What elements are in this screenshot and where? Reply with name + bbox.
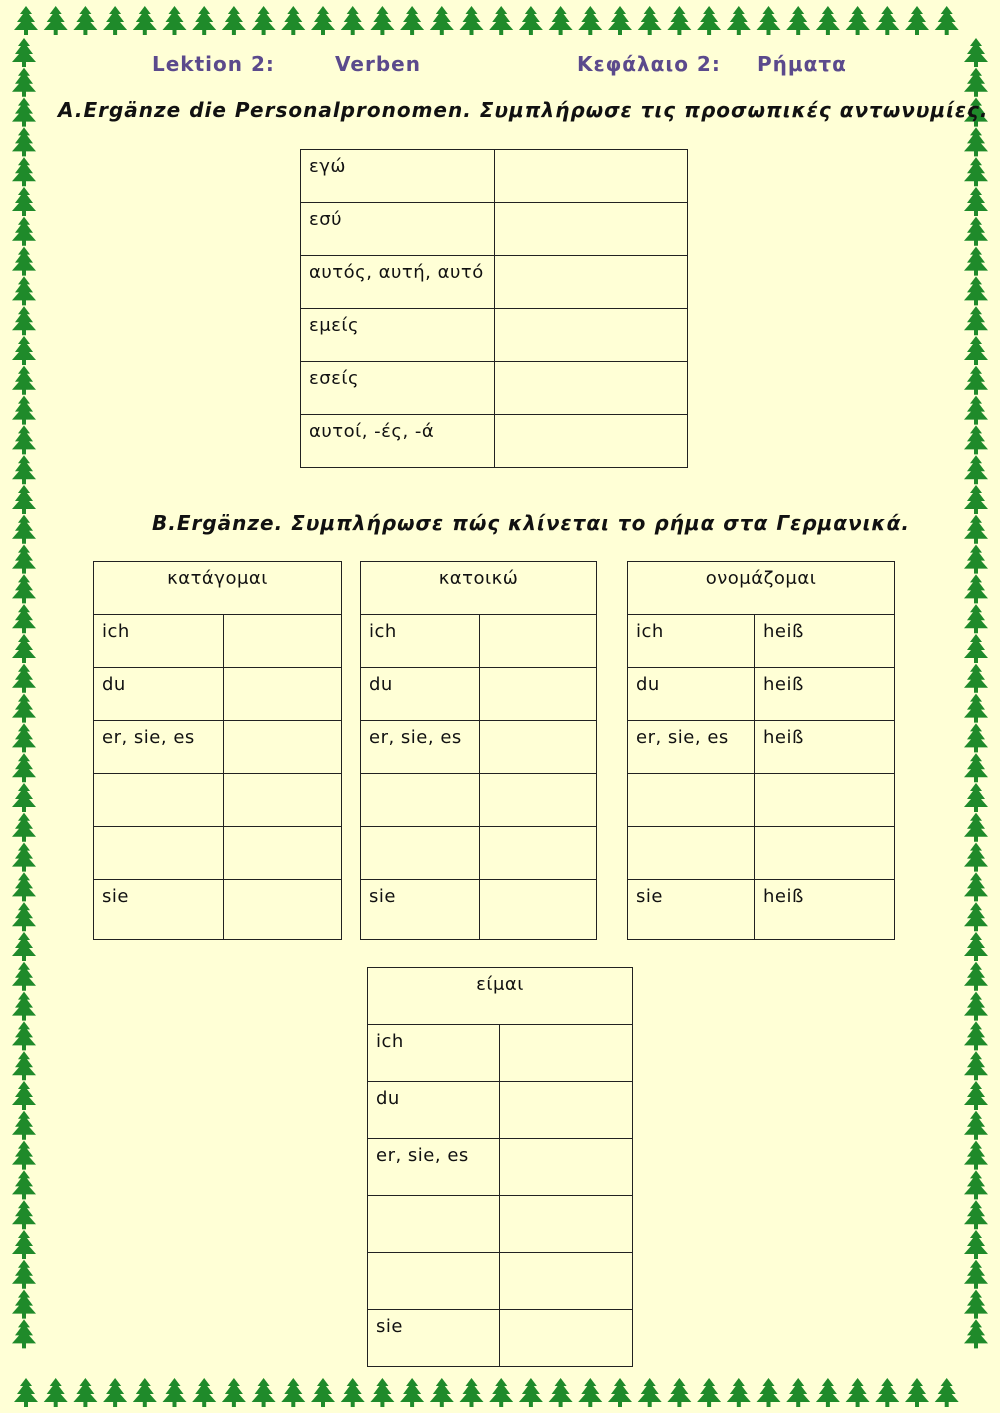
christmas-tree-icon (964, 217, 988, 246)
verb-form-answer-cell[interactable] (224, 668, 342, 721)
christmas-tree-icon (964, 1230, 988, 1259)
christmas-tree-icon (12, 1081, 36, 1110)
christmas-tree-icon (964, 247, 988, 276)
christmas-tree-icon (489, 1378, 513, 1407)
christmas-tree-icon (757, 6, 781, 35)
christmas-tree-icon (252, 1378, 276, 1407)
pronoun-cell[interactable] (94, 827, 224, 880)
christmas-tree-icon (12, 723, 36, 752)
christmas-tree-icon (608, 1378, 632, 1407)
pronoun-cell: du (368, 1082, 500, 1139)
christmas-tree-icon (12, 1319, 36, 1348)
pronoun-cell: sie (361, 880, 480, 940)
pronoun-cell[interactable] (94, 774, 224, 827)
christmas-tree-icon (964, 813, 988, 842)
verb-form-answer-cell[interactable] (224, 880, 342, 940)
christmas-tree-icon (846, 1378, 870, 1407)
conjugation-row (361, 721, 597, 774)
christmas-tree-icon (964, 1111, 988, 1140)
christmas-tree-icon (786, 1378, 810, 1407)
verb-form-answer-cell[interactable]: heiß (755, 615, 895, 668)
christmas-tree-icon (400, 6, 424, 35)
pronoun-cell[interactable] (628, 827, 755, 880)
christmas-tree-icon (905, 1378, 929, 1407)
christmas-tree-icon (964, 1170, 988, 1199)
christmas-tree-icon (12, 992, 36, 1021)
christmas-tree-icon (875, 1378, 899, 1407)
christmas-tree-icon (12, 1021, 36, 1050)
greek-pronoun-cell: αυτός, αυτή, αυτό (301, 256, 495, 309)
christmas-tree-icon (103, 1378, 127, 1407)
pronoun-cell: ich (361, 615, 480, 668)
pronoun-cell: er, sie, es (368, 1139, 500, 1196)
christmas-tree-icon (964, 872, 988, 901)
christmas-tree-icon (964, 545, 988, 574)
christmas-tree-icon (964, 1021, 988, 1050)
verb-form-answer-cell[interactable] (224, 827, 342, 880)
conjugation-row (368, 1025, 633, 1082)
conjugation-row (628, 880, 895, 940)
conjugation-row (94, 827, 342, 880)
german-pronoun-answer-cell[interactable] (495, 150, 688, 203)
verb-heading: κατάγομαι (94, 562, 342, 615)
christmas-tree-icon (964, 1290, 988, 1319)
german-pronoun-answer-cell[interactable] (495, 203, 688, 256)
conjugation-table-onomazomai (627, 561, 895, 940)
christmas-tree-icon (12, 366, 36, 395)
german-pronoun-answer-cell[interactable] (495, 309, 688, 362)
verb-heading: είμαι (368, 968, 633, 1025)
lesson-label: Lektion 2: (152, 52, 275, 76)
pronoun-row (301, 415, 688, 468)
christmas-tree-icon (875, 6, 899, 35)
christmas-tree-icon (12, 455, 36, 484)
pronoun-cell: ich (368, 1025, 500, 1082)
christmas-tree-icon (964, 187, 988, 216)
christmas-tree-icon (311, 6, 335, 35)
christmas-tree-icon (786, 6, 810, 35)
christmas-tree-icon (14, 6, 38, 35)
christmas-tree-icon (430, 1378, 454, 1407)
christmas-tree-icon (964, 515, 988, 544)
verb-form-answer-cell[interactable] (500, 1253, 633, 1310)
christmas-tree-icon (12, 545, 36, 574)
christmas-tree-icon (133, 6, 157, 35)
conjugation-row (361, 615, 597, 668)
christmas-tree-icon (252, 6, 276, 35)
christmas-tree-icon (964, 753, 988, 782)
christmas-tree-icon (12, 306, 36, 335)
pronoun-row (301, 203, 688, 256)
verb-form-answer-cell[interactable]: heiß (755, 668, 895, 721)
christmas-tree-icon (12, 783, 36, 812)
christmas-tree-icon (281, 6, 305, 35)
christmas-tree-icon (964, 694, 988, 723)
conjugation-row (368, 1196, 633, 1253)
german-pronoun-answer-cell[interactable] (495, 415, 688, 468)
verb-form-answer-cell[interactable] (755, 774, 895, 827)
verb-form-answer-cell[interactable] (500, 1139, 633, 1196)
christmas-tree-icon (400, 1378, 424, 1407)
christmas-tree-icon (964, 306, 988, 335)
verb-form-answer-cell[interactable] (500, 1196, 633, 1253)
christmas-tree-icon (964, 1051, 988, 1080)
christmas-tree-icon (12, 753, 36, 782)
pronoun-cell: er, sie, es (361, 721, 480, 774)
christmas-tree-icon (964, 68, 988, 97)
chapter-topic: Ρήματα (757, 52, 847, 76)
pronoun-cell[interactable] (368, 1196, 500, 1253)
christmas-tree-icon (73, 1378, 97, 1407)
pronoun-cell: sie (368, 1310, 500, 1367)
pronoun-cell: er, sie, es (94, 721, 224, 774)
christmas-tree-icon (341, 6, 365, 35)
christmas-tree-icon (44, 1378, 68, 1407)
christmas-tree-icon (12, 396, 36, 425)
christmas-tree-icon (12, 634, 36, 663)
conjugation-row (628, 668, 895, 721)
christmas-tree-icon (103, 6, 127, 35)
christmas-tree-icon (757, 1378, 781, 1407)
pronoun-cell: er, sie, es (628, 721, 755, 774)
christmas-tree-icon (163, 1378, 187, 1407)
christmas-tree-icon (964, 1141, 988, 1170)
christmas-tree-icon (12, 485, 36, 514)
christmas-tree-icon (222, 6, 246, 35)
verb-heading: κατοικώ (361, 562, 597, 615)
christmas-tree-icon (519, 1378, 543, 1407)
pronoun-cell: sie (628, 880, 755, 940)
christmas-tree-icon (964, 1319, 988, 1348)
christmas-tree-icon (667, 1378, 691, 1407)
christmas-tree-icon (163, 6, 187, 35)
conjugation-row (94, 774, 342, 827)
section-a-instruction: A.Ergänze die Personalpronomen. Συμπλήρωσε τις προσωπικές αντωνυμίες. (58, 98, 989, 122)
conjugation-row (368, 1139, 633, 1196)
christmas-tree-icon (12, 694, 36, 723)
christmas-tree-icon (667, 6, 691, 35)
christmas-tree-icon (12, 1141, 36, 1170)
christmas-tree-icon (638, 1378, 662, 1407)
christmas-tree-icon (12, 68, 36, 97)
christmas-tree-icon (964, 396, 988, 425)
christmas-tree-icon (370, 6, 394, 35)
christmas-tree-icon (964, 962, 988, 991)
christmas-tree-icon (281, 1378, 305, 1407)
christmas-tree-icon (697, 6, 721, 35)
greek-pronoun-cell: εμείς (301, 309, 495, 362)
christmas-tree-icon (430, 6, 454, 35)
christmas-tree-icon (964, 604, 988, 633)
pronoun-table (300, 149, 688, 468)
christmas-tree-icon (549, 6, 573, 35)
christmas-tree-icon (697, 1378, 721, 1407)
verb-heading: ονομάζομαι (628, 562, 895, 615)
christmas-tree-icon (192, 6, 216, 35)
christmas-tree-icon (370, 1378, 394, 1407)
christmas-tree-icon (460, 1378, 484, 1407)
christmas-tree-icon (905, 6, 929, 35)
christmas-tree-icon (964, 1260, 988, 1289)
pronoun-cell: du (361, 668, 480, 721)
christmas-tree-icon (964, 783, 988, 812)
verb-form-answer-cell[interactable] (224, 774, 342, 827)
verb-form-answer-cell[interactable] (480, 774, 597, 827)
conjugation-row (94, 615, 342, 668)
christmas-tree-icon (964, 932, 988, 961)
christmas-tree-icon (638, 6, 662, 35)
christmas-tree-icon (12, 1230, 36, 1259)
conjugation-row (361, 880, 597, 940)
conjugation-row (628, 615, 895, 668)
christmas-tree-icon (73, 6, 97, 35)
christmas-tree-icon (964, 843, 988, 872)
christmas-tree-icon (133, 1378, 157, 1407)
conjugation-row (628, 721, 895, 774)
pronoun-cell[interactable] (368, 1253, 500, 1310)
lesson-topic: Verben (335, 52, 421, 76)
christmas-tree-icon (935, 1378, 959, 1407)
christmas-tree-icon (12, 515, 36, 544)
christmas-tree-icon (608, 6, 632, 35)
verb-form-answer-cell[interactable]: heiß (755, 721, 895, 774)
conjugation-row (94, 721, 342, 774)
verb-form-answer-cell[interactable]: heiß (755, 880, 895, 940)
conjugation-row (368, 1253, 633, 1310)
christmas-tree-icon (964, 336, 988, 365)
christmas-tree-icon (12, 872, 36, 901)
verb-form-answer-cell[interactable] (480, 668, 597, 721)
pronoun-cell[interactable] (628, 774, 755, 827)
christmas-tree-icon (846, 6, 870, 35)
christmas-tree-icon (964, 127, 988, 156)
verb-form-answer-cell[interactable] (500, 1025, 633, 1082)
christmas-tree-icon (964, 992, 988, 1021)
christmas-tree-icon (727, 1378, 751, 1407)
greek-pronoun-cell: εγώ (301, 150, 495, 203)
christmas-tree-icon (964, 1081, 988, 1110)
verb-form-answer-cell[interactable] (480, 615, 597, 668)
christmas-tree-icon (12, 247, 36, 276)
conjugation-table-katagomai (93, 561, 342, 940)
christmas-tree-icon (12, 664, 36, 693)
christmas-tree-icon (12, 1170, 36, 1199)
verb-form-answer-cell[interactable] (755, 827, 895, 880)
conjugation-table-katoiko (360, 561, 597, 940)
christmas-tree-icon (12, 1290, 36, 1319)
pronoun-cell: ich (628, 615, 755, 668)
christmas-tree-icon (222, 1378, 246, 1407)
christmas-tree-icon (964, 723, 988, 752)
christmas-tree-icon (964, 276, 988, 305)
christmas-tree-icon (578, 6, 602, 35)
christmas-tree-icon (816, 1378, 840, 1407)
christmas-tree-icon (964, 902, 988, 931)
pronoun-cell: sie (94, 880, 224, 940)
christmas-tree-icon (964, 634, 988, 663)
pronoun-cell: du (628, 668, 755, 721)
christmas-tree-icon (12, 932, 36, 961)
pronoun-cell: du (94, 668, 224, 721)
conjugation-row (628, 827, 895, 880)
conjugation-row (94, 668, 342, 721)
conjugation-row (361, 668, 597, 721)
christmas-tree-icon (12, 157, 36, 186)
greek-pronoun-cell: εσείς (301, 362, 495, 415)
christmas-tree-icon (964, 366, 988, 395)
christmas-tree-icon (549, 1378, 573, 1407)
christmas-tree-icon (44, 6, 68, 35)
christmas-tree-icon (489, 6, 513, 35)
greek-pronoun-cell: αυτοί, -ές, -ά (301, 415, 495, 468)
christmas-tree-icon (12, 962, 36, 991)
pronoun-row (301, 362, 688, 415)
christmas-tree-icon (964, 455, 988, 484)
conjugation-row (368, 1082, 633, 1139)
verb-form-answer-cell[interactable] (500, 1082, 633, 1139)
german-pronoun-answer-cell[interactable] (495, 256, 688, 309)
conjugation-row (361, 774, 597, 827)
christmas-tree-icon (14, 1378, 38, 1407)
conjugation-row (361, 827, 597, 880)
verb-form-answer-cell[interactable] (480, 721, 597, 774)
christmas-tree-icon (311, 1378, 335, 1407)
christmas-tree-icon (12, 902, 36, 931)
christmas-tree-icon (727, 6, 751, 35)
christmas-tree-icon (964, 425, 988, 454)
conjugation-row (94, 880, 342, 940)
pronoun-cell: ich (94, 615, 224, 668)
christmas-tree-icon (964, 1200, 988, 1229)
verb-form-answer-cell[interactable] (500, 1310, 633, 1367)
christmas-tree-icon (12, 1260, 36, 1289)
christmas-tree-icon (964, 157, 988, 186)
conjugation-table-eimai (367, 967, 633, 1367)
verb-form-answer-cell[interactable] (480, 880, 597, 940)
pronoun-row (301, 150, 688, 203)
verb-form-answer-cell[interactable] (480, 827, 597, 880)
christmas-tree-icon (519, 6, 543, 35)
greek-pronoun-cell: εσύ (301, 203, 495, 256)
christmas-tree-icon (12, 38, 36, 67)
christmas-tree-icon (12, 187, 36, 216)
verb-form-answer-cell[interactable] (224, 615, 342, 668)
section-b-instruction: B.Ergänze. Συμπλήρωσε πώς κλίνεται το ρήμα στα Γερμανικά. (152, 511, 910, 535)
verb-form-answer-cell[interactable] (224, 721, 342, 774)
christmas-tree-icon (12, 574, 36, 603)
conjugation-row (628, 774, 895, 827)
christmas-tree-icon (460, 6, 484, 35)
christmas-tree-icon (12, 217, 36, 246)
christmas-tree-icon (12, 276, 36, 305)
christmas-tree-icon (964, 664, 988, 693)
conjugation-row (368, 1310, 633, 1367)
christmas-tree-icon (341, 1378, 365, 1407)
christmas-tree-icon (578, 1378, 602, 1407)
christmas-tree-icon (12, 843, 36, 872)
christmas-tree-icon (964, 38, 988, 67)
christmas-tree-icon (12, 336, 36, 365)
christmas-tree-icon (12, 127, 36, 156)
pronoun-row (301, 256, 688, 309)
christmas-tree-icon (12, 1051, 36, 1080)
christmas-tree-icon (816, 6, 840, 35)
pronoun-cell[interactable] (361, 827, 480, 880)
christmas-tree-icon (12, 604, 36, 633)
christmas-tree-icon (12, 1200, 36, 1229)
german-pronoun-answer-cell[interactable] (495, 362, 688, 415)
christmas-tree-icon (12, 425, 36, 454)
christmas-tree-icon (12, 1111, 36, 1140)
christmas-tree-icon (12, 98, 36, 127)
christmas-tree-icon (964, 485, 988, 514)
christmas-tree-icon (935, 6, 959, 35)
christmas-tree-icon (12, 813, 36, 842)
pronoun-row (301, 309, 688, 362)
chapter-label: Κεφάλαιο 2: (577, 52, 721, 76)
christmas-tree-icon (192, 1378, 216, 1407)
pronoun-cell[interactable] (361, 774, 480, 827)
christmas-tree-icon (964, 574, 988, 603)
